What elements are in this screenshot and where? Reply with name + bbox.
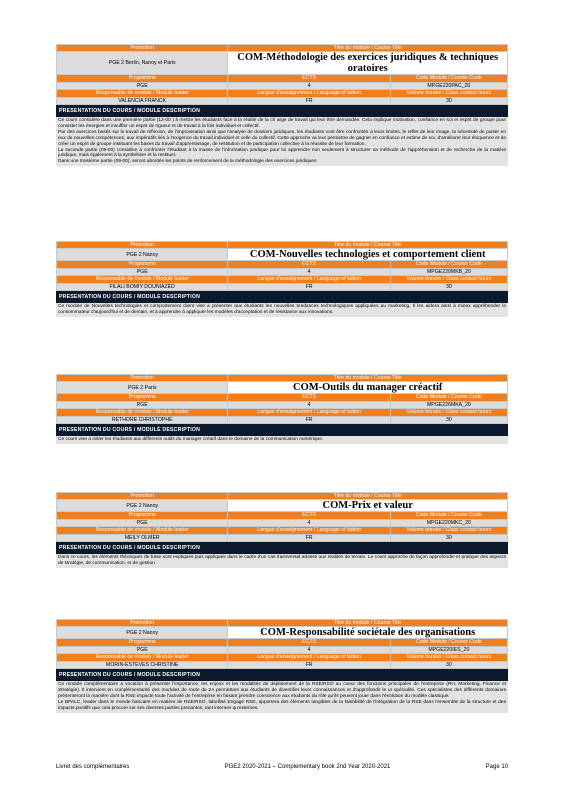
hours-value: 30 (390, 534, 507, 541)
hours-header: Volume horaire / Class contact hours (390, 654, 507, 661)
language-header: Langue d'enseignement / Language of tuition (228, 654, 390, 661)
module-description (56, 117, 508, 166)
module-description (56, 554, 508, 568)
course-code-value: MPGE220MKB_20 (390, 268, 507, 275)
leader-value: MEILY OLMER (57, 534, 228, 541)
module-info-table (56, 374, 508, 424)
footer-left: Livret des complémentaires (56, 764, 130, 770)
leader-header: Responsable de module / Module leader (57, 90, 228, 97)
language-value: FR (228, 534, 390, 541)
course-title: COM-Prix et valeur (228, 500, 508, 512)
description-paragraph: Ce cours considère dans une première partie (12-00 ) à mettre les étudiants face à la réalité de la ch arge de travail qui leur être demandée. Cela implique motivation, confiance en soi et esprit de groupe pour consister les énergies et insuffler un esprit de rigueur et de travail à la fois individuel et collectif. (58, 118, 506, 129)
module-block-1 (56, 44, 508, 166)
promotion-value: PGE 2 Nanoy (57, 249, 228, 261)
course-code-value: MPGE220MKC_20 (390, 519, 507, 526)
description-paragraph: Dans ce cours, les éléments théoriques de base sont expliqués puis appliqués dans le cadre d'un cas transversal adossé aux réalités de terrain. Le cours approche de façon approfondie et pratique des aspects de stratégie, de communication, et de gestion (58, 555, 506, 566)
description-paragraph: La seconde partie (09-00) considère à confronter l'étudiant à la masse de l'information juridique pour lui apprendre non seulement à structurer sa méthode de l'appréhension et de recherche de la matière juridique, mais également à la synthétiser et la restituer. (58, 147, 506, 159)
language-header: Langue d'enseignement / Language of tuition (228, 527, 390, 534)
leader-header: Responsable de module / Module leader (57, 409, 228, 416)
description-paragraph: Le BPALC, leader dans le monde bancaire en matière de RSE/RSO, labellisé Engagé RSE, apportera des éléments tangibles de la faisabilité de l'intégration de la RSE dans l'ensemble de la structure et des impacts positifs que cela procure sur ses diverses parties prenantes, tant internes qu'externes. (58, 699, 506, 711)
course-code-header: Code Module / Course Code (390, 512, 507, 519)
module-info-table (56, 619, 508, 669)
course-code-header: Code Module / Course Code (390, 261, 507, 268)
language-value: FR (228, 283, 390, 290)
programme-value: PGE (57, 519, 228, 526)
programme-header: Programme (57, 75, 228, 82)
promotion-value: PGE 2 Berlin, Nanoy et Paris (57, 52, 228, 75)
leader-value: MORIN-ESTEVES CHRISTINE (57, 661, 228, 668)
presentation-heading: PRESENTATION DU COURS / MODULE DESCRIPTION (56, 669, 508, 681)
leader-header: Responsable de module / Module leader (57, 527, 228, 534)
course-code-header: Code Module / Course Code (390, 75, 507, 82)
ects-header: ECTS (228, 261, 390, 268)
description-paragraph: Ce module de Nouvelles technologies et comportement client vise à présenter aux étudiants les nouvelles tendances technologiques appliquées au marketing. Il les aidera ainsi à mieux appréhender le consommateur d'aujourd'hui et de demain, et à apprendre à appliquer les modèles d'acceptation et de résistance aux innovations. (58, 304, 506, 315)
promotion-header: Promotion (57, 242, 228, 249)
programme-value: PGE (57, 401, 228, 408)
module-block-4 (56, 492, 508, 568)
programme-header: Programme (57, 261, 228, 268)
leader-value: VALENCIA FRANCK (57, 97, 228, 104)
hours-value: 30 (390, 661, 507, 668)
language-header: Langue d'enseignement / Language of tuition (228, 409, 390, 416)
hours-header: Volume horaire / Class contact hours (390, 276, 507, 283)
ects-value: 4 (228, 268, 390, 275)
description-paragraph: Ce module complémentaire a vocation à présenter l'importance, les enjeux et les modalités de déploiement de la RSE/RSO au coeur des fonctions principales de l'entreprise (RH, Marketing, Finance et Stratégie). Il intervient en complémentarité des modules de route de 2A permettant aux étudiants de diversifier leurs connaissances et d'approfondir le ur spécialité. Ces spécialistes des différents domaines présenteront la manière dont la RSE impacte toute l'activité de l'entreprise en faisant prendre conscience aux étudiants du rôle qu'ils peuvent jouer dans l'évolution du modèle classique. (58, 682, 506, 699)
programme-value: PGE (57, 646, 228, 653)
module-block-5 (56, 619, 508, 713)
hours-header: Volume horaire / Class contact hours (390, 527, 507, 534)
hours-value: 30 (390, 97, 507, 104)
course-title-header: Titre du module / Course Title (228, 375, 508, 382)
ects-header: ECTS (228, 394, 390, 401)
course-code-value: MPGE220PAC_20 (390, 82, 507, 89)
course-title-header: Titre du module / Course Title (228, 620, 508, 627)
ects-value: 4 (228, 82, 390, 89)
language-header: Langue d'enseignement / Language of tuition (228, 276, 390, 283)
promotion-header: Promotion (57, 493, 228, 500)
programme-header: Programme (57, 639, 228, 646)
course-code-header: Code Module / Course Code (390, 639, 507, 646)
course-code-header: Code Module / Course Code (390, 394, 507, 401)
description-paragraph: Par des exercices basés sur le travail de réflexion, de l'improvisation ainsi que l'analyse de dossiers juridiques, les étudiants vont être confrontés à leurs limites, le reflet de leur image, la nécessité de puiser en eux de nouvelles compétences, aux impératifs liés à l'exigence du travail individuel et celle du collectif. Cette approche va leur permettre de gagner en confiance et estime de soi, d'améliorer leur éloquence et de créer un esprit de groupe instituant les bases du travail d'apprentissage, de restitution et de participation collective à la réussite de leur formation. (58, 129, 506, 147)
presentation-heading: PRESENTATION DU COURS / MODULE DESCRIPTION (56, 542, 508, 554)
leader-header: Responsable de module / Module leader (57, 276, 228, 283)
module-info-table (56, 44, 508, 105)
promotion-value: PGE 2 Nanoy (57, 500, 228, 512)
leader-header: Responsable de module / Module leader (57, 654, 228, 661)
ects-header: ECTS (228, 639, 390, 646)
language-value: FR (228, 416, 390, 423)
course-title-header: Titre du module / Course Title (228, 45, 508, 52)
page-footer (56, 764, 508, 770)
language-value: FR (228, 97, 390, 104)
language-header: Langue d'enseignement / Language of tuition (228, 90, 390, 97)
hours-header: Volume horaire / Class contact hours (390, 90, 507, 97)
hours-header: Volume horaire / Class contact hours (390, 409, 507, 416)
module-description (56, 681, 508, 713)
course-code-value: MPGE220IES_20 (390, 646, 507, 653)
module-block-3 (56, 374, 508, 444)
presentation-heading: PRESENTATION DU COURS / MODULE DESCRIPTION (56, 105, 508, 117)
programme-header: Programme (57, 394, 228, 401)
programme-value: PGE (57, 268, 228, 275)
language-value: FR (228, 661, 390, 668)
leader-value: RETHORE CHRISTOPHE (57, 416, 228, 423)
module-description (56, 303, 508, 317)
course-title: COM-Méthodologie des exercices juridiques & techniques oratoires (228, 52, 508, 75)
course-title-header: Titre du module / Course Title (228, 493, 508, 500)
promotion-value: PGE 2 Nanoy (57, 627, 228, 639)
module-info-table (56, 492, 508, 542)
description-paragraph: Ce cours vise à initier les étudiants aux différents outils du manager créatif dans le domaine de la communication numérique. (58, 437, 324, 443)
presentation-heading: PRESENTATION DU COURS / MODULE DESCRIPTION (56, 424, 508, 436)
promotion-value: PGE 2 Paris (57, 382, 228, 394)
promotion-header: Promotion (57, 45, 228, 52)
promotion-header: Promotion (57, 620, 228, 627)
ects-header: ECTS (228, 512, 390, 519)
footer-middle: PGE2 2020-2021 – Complementary book 2nd Year 2020-2021 (224, 764, 391, 770)
ects-value: 4 (228, 401, 390, 408)
ects-header: ECTS (228, 75, 390, 82)
course-title: COM-Nouvelles technologies et comportement client (228, 249, 508, 261)
course-title-header: Titre du module / Course Title (228, 242, 508, 249)
ects-value: 4 (228, 519, 390, 526)
footer-page-number: Page 10 (485, 764, 508, 770)
ects-value: 4 (228, 646, 390, 653)
hours-value: 30 (390, 283, 507, 290)
module-block-2 (56, 241, 508, 317)
programme-header: Programme (57, 512, 228, 519)
presentation-heading: PRESENTATION DU COURS / MODULE DESCRIPTION (56, 291, 508, 303)
leader-value: FILALI BOMIY DOUNIAZED (57, 283, 228, 290)
hours-value: 30 (390, 416, 507, 423)
course-code-value: MPGE226MKA_20 (390, 401, 507, 408)
module-description (56, 436, 508, 444)
course-title: COM-Responsabilité sociétale des organisations (228, 627, 508, 639)
module-info-table (56, 241, 508, 291)
course-title: COM-Outils du manager créactif (228, 382, 508, 394)
promotion-header: Promotion (57, 375, 228, 382)
description-paragraph: Dans une troisième partie (09-00), seront abordés les points de renforcement de la méthodologie des exercices juridiques. (58, 159, 318, 165)
programme-value: PGE (57, 82, 228, 89)
